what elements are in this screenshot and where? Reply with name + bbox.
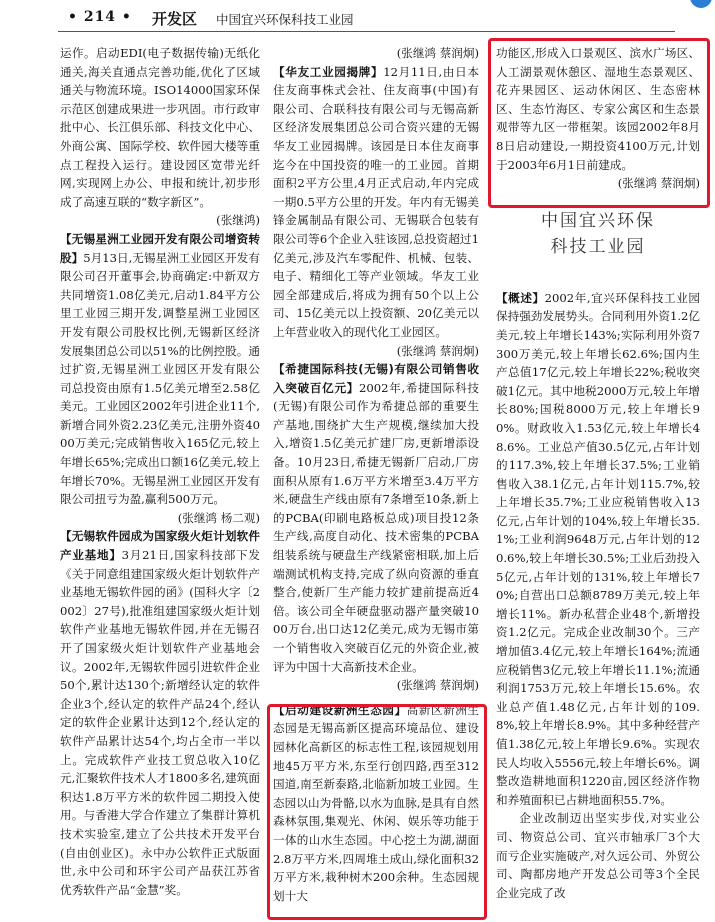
author-signature: (张继鸿 杨二观) [177,510,260,525]
article-heading: 【无锡星洲工业园开发有限公司增资转股】 [60,231,260,265]
header-rule [58,31,675,32]
author-signature: (张继鸿 蔡润炯) [617,176,700,191]
article-heading: 【概述】 [496,290,545,305]
page-number: • 214 • [68,9,132,25]
author-signature: (张继鸿 蔡润炯) [396,343,479,358]
article-paragraph [60,527,260,899]
article-paragraph [273,360,479,676]
highlight-box-eco-park [267,704,487,920]
article-heading: 【启动建设新洲生态园】 [273,702,407,717]
article-paragraph [496,289,700,810]
page-header [0,0,715,34]
paragraph: 企业改制迈出坚实步伐,对实业公司、物资总公司、宜兴市轴承厂3个大而亏企业实施破产,对久远公司、外贸公司、陶都房地产开发总公司等3个全民企业完成了改 [496,811,700,900]
article-body: 高新区新洲生态园是无锡高新区提高环境品位、建设园林化高新区的标志性工程,该园规划用地45万平方米,东至行创四路,西至312国道,南至新泰路,北临新加坡工业园。生态园以山为骨骼,以水为血脉,是具有自然森林氛围,集观光、休闲、娱乐等功能于一体的山水生态园。中心挖土为湖,湖面2.8万平方米,四周堆土成山,绿化面积32万平方米,栽种树木200余种。生态园规划十大 [273,702,479,903]
running-title: 中国宜兴环保科技工业园 [216,12,354,27]
article-heading: 【华友工业园揭牌】 [273,64,384,79]
article-body: 2002年,希捷国际科技(无锡)有限公司作为希捷总部的重要生产基地,围绕扩大生产规模,继续加大投入,增资1.5亿美元扩建厂房,更新增添设备。10月23日,希捷无锡新厂启动,厂房面积从原有1.6万平方米增至3.4万平方米,硬盘生产线由原有7条增至10条,新上的PCBA(印刷电路板总成)项目投12条生产线,高度自动化、技术密集的PCBA组装系统与硬盘生产线紧密相联,加上后端测试机构支持,完成了纵向资源的垂直整合,使新厂生产能力较扩建前提高近4倍。该公司全年硬盘驱动器产量突破1000万台,出口达12亿美元,成为无锡市第一个销售收入突破百亿元的外资企业,被评为中国十大高新技术企业。 [273,380,479,674]
article-body: 3月21日,国家科技部下发《关于同意组建国家级火炬计划软件产业基地无锡软件园的函》(国科火字〔2002〕27号),批准组建国家级火炬计划软件产业基地无锡软件园,并在无锡召开了国家级火炬计划软件产业基地会议。2002年,无锡软件园引进软件企业50个,累计达130个;新增经认定的软件企业3个,经认定的软件产品24个,经认定的软件企业累计达到12个,经认定的软件产品累计达54个,均占全市一半以上。完成软件产业技工贸总收入10亿元,汇聚软件技术人才1800多名,建筑面积达1.8万平方米的软件园二期投入使用。与香港大学合作建立了集群计算机技术实验室,建立了公共技术开发平台(自由创业区)。永中办公软件正式版面世,永中公司和环宇公司产品获江苏省优秀软件产品“金慧”奖。 [60,548,260,897]
article-paragraph [60,230,260,509]
article-body: 2002年,宜兴环保科技工业园保持强劲发展势头。合同利用外资1.2亿美元,较上年增长143%;实际利用外资7300万美元,较上年增长62.6%;国内生产总值17亿元,较上年增长22%;税收突破1亿元。其中地税2000万元,较上年增长80%;国税8000万元,较上年增长90%。财政收入1.53亿元,较上年增长48.6%。工业总产值30.5亿元,占年计划的117.3%,较上年增长37.5%;工业销售收入38.1亿元,占年计划115.7%,较上年增长35.7%;工业应税销售收入13亿元,占年计划的104%,较上年增长35.1%;工业利润9648万元,占年计划的120.6%,较上年增长30.5%;工业后劲投入5亿元,占年计划的131%,较上年增长70%;自营出口总额8789万美元,较上年增长11%。新办私营企业48个,新增投资1.2亿元。完成企业改制30个。三产增加值3.4亿元,较上年增长164%;流通应税销售3亿元,较上年增长11.1%;流通利润1753万元,较上年增长15.6%。农业总产值1.48亿元,占年计划的109.8%,较上年增长8.9%。其中多种经营产值1.38亿元,较上年增长9.6%。实现农民人均收入5556元,较上年增长6%。调整改造耕地面积1220亩,园区经济作物和养殖面积已占耕地面积55.7%。 [496,290,700,807]
paragraph: 运作。启动EDI(电子数据传输)无纸化通关,海关直通点完善功能,优化了区域通关与物流环境。ISO14000国家环保示范区创建成果进一步巩固。市行政审批中心、长江俱乐部、科技文化中心、外商公寓、国际学校、软件园大楼等重点工程投入运行。建设园区宽带光纤网,实现网上办公、申报和统计,初步形成了高速互联的“数字新区”。 [60,46,260,209]
article-paragraph [273,63,479,342]
section-title-line: 科技工业园 [550,237,646,257]
author-signature: (张继鸿 蔡润炯) [396,678,479,693]
highlight-box-continuation [488,38,710,208]
article-heading: 【希捷国际科技(无锡)有限公司销售收入突破百亿元】 [273,362,479,395]
paragraph: 功能区,形成入口景观区、滨水广场区、人工湖景观休憩区、湿地生态景观区、花卉果园区、运动休闲区、生态密林区、生态竹海区、专家公寓区和生态景观带等九区一带框架。该园2002年8月8日启动建设,一期投资4100万元,计划于2003年6月1日前建成。 [496,46,700,172]
author-signature: (张继鸿) [216,213,260,228]
section-title-line: 中国宜兴环保 [541,211,655,231]
section-title [498,208,698,260]
column-left [60,44,260,920]
section-name: 开发区 [152,10,198,28]
article-body: 12月11日,由日本住友商事株式会社、住友商事(中国)有限公司、合联科技有限公司与无锡高新区经济发展集团总公司合资兴建的无锡华友工业园揭牌。该园是日本住友商事迄今在中国投资的唯一的工业园。首期面积2平方公里,4月正式启动,年内完成一期0.5平方公里的开发。年内有无锡美锋金属制品有限公司、无锡联合包装有限公司等6个企业入驻该园,总投资超过1亿美元,涉及汽车零配件、机械、包装、电子、精细化工等产业领域。华友工业园全部建成后,将成为拥有50个以上公司、15亿美元以上投资额、20亿美元以上年营业收入的现代化工业园区。 [273,64,479,339]
author-signature: (张继鸿 蔡润炯) [396,46,479,60]
article-body: 5月13日,无锡星洲工业园区开发有限公司召开董事会,协商确定:中新双方共同增资1.08亿美元,启动1.84平方公里工业园三期开发,调整星洲工业园区开发有限公司股权比例,无锡新区经济发展集团总公司以51%的比例控股。通过扩资,无锡星洲工业园区开发有限公司总投资由原有1.5亿美元增至2.58亿美元。工业园区2002年引进企业11个,新增合同外资2.23亿美元,注册外资4000万美元;完成销售收入165亿元,较上年增长65%;完成出口额16亿美元,较上年增长70%。无锡星洲工业园区开发有限公司扭亏为盈,赢利500万元。 [60,250,260,507]
article-heading: 【无锡软件园成为国家级火炬计划软件产业基地】 [60,529,260,563]
